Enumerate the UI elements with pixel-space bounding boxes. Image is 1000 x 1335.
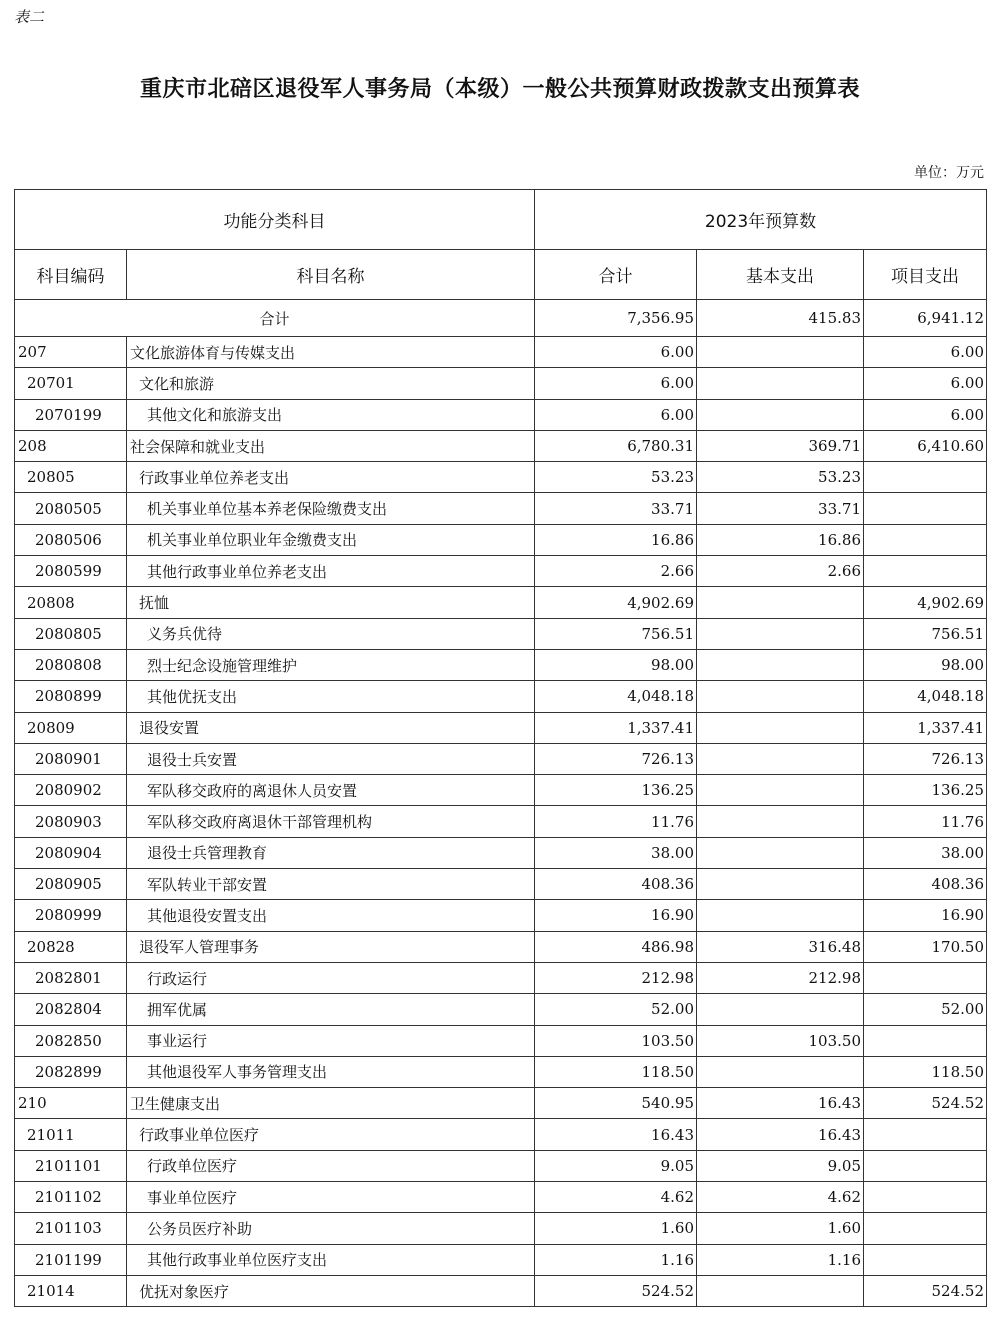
project-cell [864, 962, 987, 993]
basic-cell [697, 399, 864, 430]
name-cell: 机关事业单位基本养老保险缴费支出 [127, 493, 535, 524]
code-cell: 21014 [15, 1275, 127, 1306]
total-cell: 9.05 [535, 1150, 697, 1181]
code-cell: 2082899 [15, 1056, 127, 1087]
name-cell: 其他退役安置支出 [127, 900, 535, 931]
total-cell: 4.62 [535, 1182, 697, 1213]
code-cell: 2080599 [15, 556, 127, 587]
name-cell: 烈士纪念设施管理维护 [127, 649, 535, 680]
total-cell: 6,780.31 [535, 430, 697, 461]
basic-cell [697, 994, 864, 1025]
name-cell: 退役安置 [127, 712, 535, 743]
budget-header: 2023年预算数 [535, 190, 987, 250]
total-cell: 756.51 [535, 618, 697, 649]
table-row [15, 1275, 987, 1306]
total-cell: 136.25 [535, 775, 697, 806]
table-row [15, 712, 987, 743]
basic-cell: 369.71 [697, 430, 864, 461]
table-row [15, 994, 987, 1025]
basic-cell: 316.48 [697, 931, 864, 962]
name-cell: 卫生健康支出 [127, 1088, 535, 1119]
project-cell: 4,048.18 [864, 681, 987, 712]
project-cell: 38.00 [864, 837, 987, 868]
code-cell: 20809 [15, 712, 127, 743]
total-cell: 6.00 [535, 368, 697, 399]
basic-cell: 1.60 [697, 1213, 864, 1244]
name-cell: 机关事业单位职业年金缴费支出 [127, 524, 535, 555]
project-cell: 98.00 [864, 649, 987, 680]
basic-cell: 16.86 [697, 524, 864, 555]
name-cell: 行政运行 [127, 962, 535, 993]
project-cell [864, 1119, 987, 1150]
name-cell: 行政事业单位医疗 [127, 1119, 535, 1150]
table-row [15, 869, 987, 900]
code-cell: 2080902 [15, 775, 127, 806]
total-cell: 53.23 [535, 462, 697, 493]
name-cell: 其他优抚支出 [127, 681, 535, 712]
code-cell: 20701 [15, 368, 127, 399]
name-cell: 事业运行 [127, 1025, 535, 1056]
basic-cell: 2.66 [697, 556, 864, 587]
total-cell: 1.60 [535, 1213, 697, 1244]
basic-cell [697, 775, 864, 806]
table-row [15, 1213, 987, 1244]
total-cell: 540.95 [535, 1088, 697, 1119]
basic-cell: 16.43 [697, 1088, 864, 1119]
project-cell: 11.76 [864, 806, 987, 837]
total-label: 合计 [15, 300, 535, 337]
code-cell: 2101199 [15, 1244, 127, 1275]
table-row [15, 368, 987, 399]
name-cell: 拥军优属 [127, 994, 535, 1025]
total-project-cell: 6,941.12 [864, 300, 987, 337]
name-cell: 其他行政事业单位医疗支出 [127, 1244, 535, 1275]
code-cell: 20805 [15, 462, 127, 493]
name-cell: 军队转业干部安置 [127, 869, 535, 900]
code-cell: 20828 [15, 931, 127, 962]
unit-label: 单位：万元 [914, 165, 984, 181]
total-cell: 11.76 [535, 806, 697, 837]
code-cell: 2070199 [15, 399, 127, 430]
total-cell: 486.98 [535, 931, 697, 962]
table-row [15, 1088, 987, 1119]
table-row [15, 1244, 987, 1275]
code-cell: 2080805 [15, 618, 127, 649]
project-cell [864, 1025, 987, 1056]
basic-cell [697, 337, 864, 368]
project-cell [864, 1213, 987, 1244]
code-cell: 2080999 [15, 900, 127, 931]
project-column-header: 项目支出 [864, 250, 987, 300]
total-cell: 118.50 [535, 1056, 697, 1087]
project-cell: 136.25 [864, 775, 987, 806]
table-row [15, 1056, 987, 1087]
project-cell: 756.51 [864, 618, 987, 649]
total-cell: 6.00 [535, 337, 697, 368]
total-cell: 726.13 [535, 743, 697, 774]
total-cell: 1,337.41 [535, 712, 697, 743]
code-cell: 2080505 [15, 493, 127, 524]
code-cell: 2080899 [15, 681, 127, 712]
code-cell: 20808 [15, 587, 127, 618]
project-cell [864, 1244, 987, 1275]
total-sum-cell: 7,356.95 [535, 300, 697, 337]
basic-cell [697, 1275, 864, 1306]
column-header-row [15, 250, 987, 300]
name-cell: 公务员医疗补助 [127, 1213, 535, 1244]
table-row [15, 587, 987, 618]
project-cell [864, 524, 987, 555]
code-cell: 21011 [15, 1119, 127, 1150]
name-cell: 其他行政事业单位养老支出 [127, 556, 535, 587]
name-cell: 优抚对象医疗 [127, 1275, 535, 1306]
basic-cell: 1.16 [697, 1244, 864, 1275]
code-cell: 2082801 [15, 962, 127, 993]
name-cell: 行政事业单位养老支出 [127, 462, 535, 493]
code-column-header: 科目编码 [15, 250, 127, 300]
name-cell: 退役士兵安置 [127, 743, 535, 774]
total-basic-cell: 415.83 [697, 300, 864, 337]
total-cell: 4,048.18 [535, 681, 697, 712]
project-cell: 52.00 [864, 994, 987, 1025]
code-cell: 2082850 [15, 1025, 127, 1056]
code-cell: 2080905 [15, 869, 127, 900]
functional-classification-header: 功能分类科目 [15, 190, 535, 250]
total-cell: 16.43 [535, 1119, 697, 1150]
project-cell [864, 1182, 987, 1213]
table-row [15, 618, 987, 649]
total-cell: 408.36 [535, 869, 697, 900]
table-row [15, 962, 987, 993]
name-cell: 事业单位医疗 [127, 1182, 535, 1213]
table-row [15, 430, 987, 461]
total-cell: 103.50 [535, 1025, 697, 1056]
total-cell: 98.00 [535, 649, 697, 680]
project-cell: 6.00 [864, 337, 987, 368]
table-row [15, 399, 987, 430]
basic-cell [697, 837, 864, 868]
total-cell: 6.00 [535, 399, 697, 430]
total-cell: 524.52 [535, 1275, 697, 1306]
basic-cell: 103.50 [697, 1025, 864, 1056]
name-cell: 其他文化和旅游支出 [127, 399, 535, 430]
basic-cell [697, 618, 864, 649]
code-cell: 208 [15, 430, 127, 461]
code-cell: 2080903 [15, 806, 127, 837]
basic-cell: 16.43 [697, 1119, 864, 1150]
name-cell: 退役士兵管理教育 [127, 837, 535, 868]
basic-cell [697, 869, 864, 900]
total-column-header: 合计 [535, 250, 697, 300]
project-cell [864, 556, 987, 587]
project-cell: 6,410.60 [864, 430, 987, 461]
project-cell [864, 1150, 987, 1181]
project-cell: 6.00 [864, 399, 987, 430]
table-row [15, 931, 987, 962]
total-row [15, 300, 987, 337]
table-row [15, 1119, 987, 1150]
code-cell: 2080506 [15, 524, 127, 555]
table-row [15, 681, 987, 712]
table-row [15, 556, 987, 587]
total-cell: 38.00 [535, 837, 697, 868]
project-cell: 6.00 [864, 368, 987, 399]
name-cell: 行政单位医疗 [127, 1150, 535, 1181]
basic-cell [697, 900, 864, 931]
total-cell: 1.16 [535, 1244, 697, 1275]
name-cell: 义务兵优待 [127, 618, 535, 649]
table-row [15, 837, 987, 868]
basic-cell: 9.05 [697, 1150, 864, 1181]
code-cell: 210 [15, 1088, 127, 1119]
code-cell: 2101102 [15, 1182, 127, 1213]
project-cell: 408.36 [864, 869, 987, 900]
total-cell: 16.90 [535, 900, 697, 931]
basic-cell: 33.71 [697, 493, 864, 524]
basic-cell [697, 712, 864, 743]
name-cell: 退役军人管理事务 [127, 931, 535, 962]
name-cell: 文化旅游体育与传媒支出 [127, 337, 535, 368]
table-row [15, 743, 987, 774]
basic-column-header: 基本支出 [697, 250, 864, 300]
total-cell: 4,902.69 [535, 587, 697, 618]
table-row [15, 649, 987, 680]
total-cell: 212.98 [535, 962, 697, 993]
name-cell: 军队移交政府的离退休人员安置 [127, 775, 535, 806]
code-cell: 2101101 [15, 1150, 127, 1181]
basic-cell [697, 806, 864, 837]
basic-cell [697, 1056, 864, 1087]
basic-cell: 53.23 [697, 462, 864, 493]
name-column-header: 科目名称 [127, 250, 535, 300]
table-row [15, 337, 987, 368]
total-cell: 2.66 [535, 556, 697, 587]
project-cell: 1,337.41 [864, 712, 987, 743]
table-row [15, 775, 987, 806]
project-cell: 170.50 [864, 931, 987, 962]
project-cell [864, 462, 987, 493]
name-cell: 其他退役军人事务管理支出 [127, 1056, 535, 1087]
total-cell: 33.71 [535, 493, 697, 524]
project-cell: 524.52 [864, 1275, 987, 1306]
project-cell: 4,902.69 [864, 587, 987, 618]
table-row [15, 493, 987, 524]
code-cell: 2080901 [15, 743, 127, 774]
project-cell: 524.52 [864, 1088, 987, 1119]
project-cell: 16.90 [864, 900, 987, 931]
table-row [15, 1150, 987, 1181]
project-cell: 726.13 [864, 743, 987, 774]
table-row [15, 900, 987, 931]
basic-cell [697, 587, 864, 618]
name-cell: 社会保障和就业支出 [127, 430, 535, 461]
group-header-row [15, 190, 987, 250]
page-title: 重庆市北碚区退役军人事务局（本级）一般公共预算财政拨款支出预算表 [139, 77, 860, 102]
basic-cell [697, 649, 864, 680]
code-cell: 207 [15, 337, 127, 368]
total-cell: 52.00 [535, 994, 697, 1025]
name-cell: 文化和旅游 [127, 368, 535, 399]
basic-cell: 4.62 [697, 1182, 864, 1213]
table-row [15, 524, 987, 555]
table-row [15, 806, 987, 837]
code-cell: 2082804 [15, 994, 127, 1025]
name-cell: 军队移交政府离退休干部管理机构 [127, 806, 535, 837]
basic-cell: 212.98 [697, 962, 864, 993]
project-cell [864, 493, 987, 524]
basic-cell [697, 368, 864, 399]
basic-cell [697, 681, 864, 712]
code-cell: 2080808 [15, 649, 127, 680]
code-cell: 2080904 [15, 837, 127, 868]
basic-cell [697, 743, 864, 774]
table-row [15, 462, 987, 493]
name-cell: 抚恤 [127, 587, 535, 618]
table-label: 表二 [14, 8, 45, 26]
table-row [15, 1182, 987, 1213]
budget-table [14, 189, 987, 1307]
code-cell: 2101103 [15, 1213, 127, 1244]
table-row [15, 1025, 987, 1056]
project-cell: 118.50 [864, 1056, 987, 1087]
total-cell: 16.86 [535, 524, 697, 555]
